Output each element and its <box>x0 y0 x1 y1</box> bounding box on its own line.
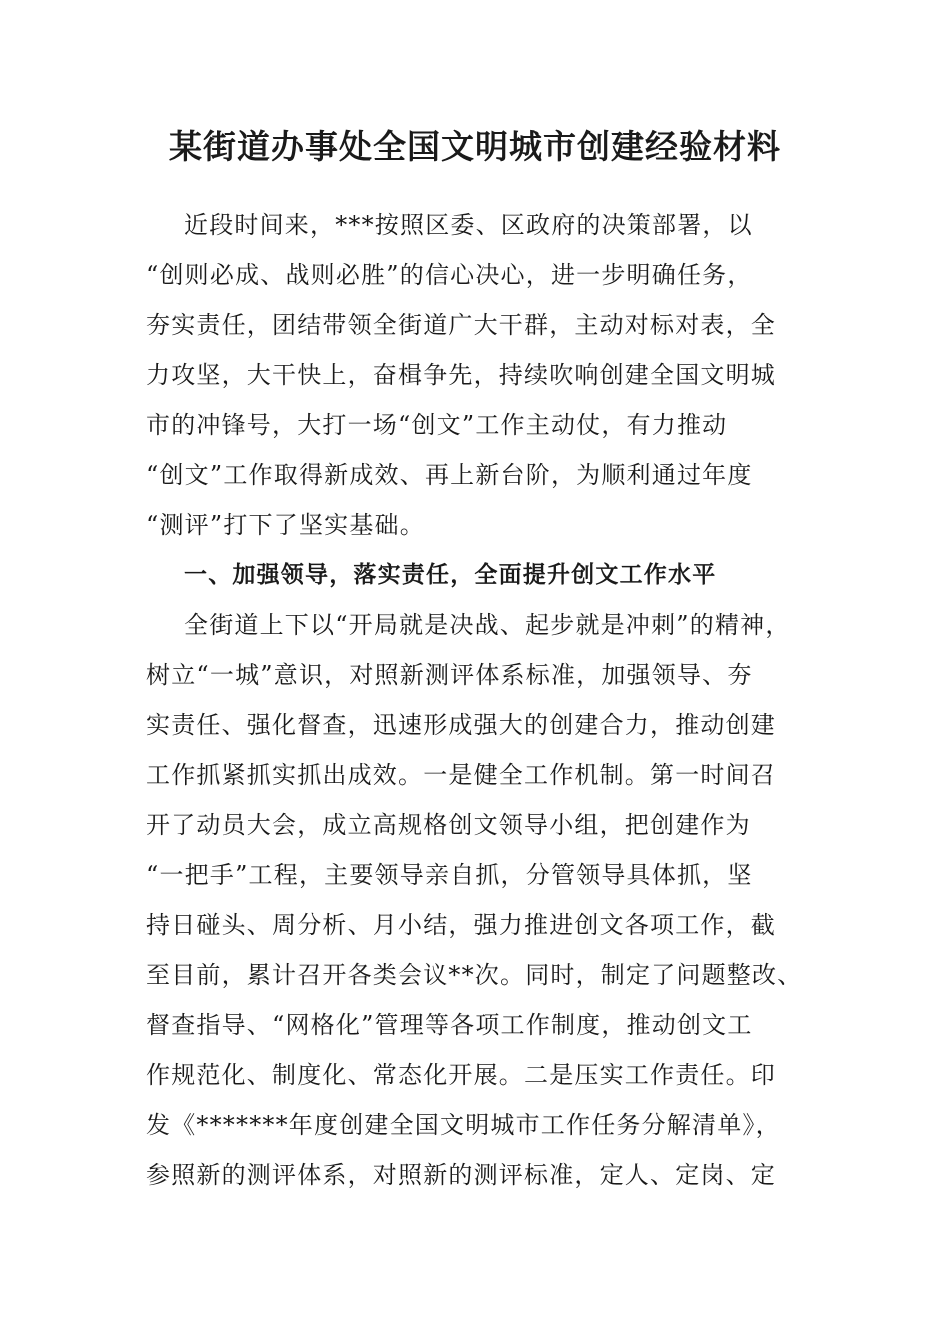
paragraph-line: “创则必成、战则必胜”的信心决心，进一步明确任务， <box>146 261 753 289</box>
paragraph-line: 开了动员大会，成立高规格创文领导小组，把创建作为 <box>146 811 751 839</box>
paragraph-line: 持日碰头、周分析、月小结，强力推进创文各项工作，截 <box>146 911 776 939</box>
paragraph-line: 实责任、强化督查，迅速形成强大的创建合力，推动创建 <box>146 711 776 739</box>
paragraph-line: 发《*******年度创建全国文明城市工作任务分解清单》， <box>146 1111 781 1139</box>
paragraph-line: “测评”打下了坚实基础。 <box>146 511 425 539</box>
paragraph-line: 夯实责任，团结带领全街道广大干群，主动对标对表，全 <box>146 311 776 339</box>
paragraph-line: 作规范化、制度化、常态化开展。二是压实工作责任。印 <box>146 1061 776 1089</box>
paragraph-line: 至目前，累计召开各类会议**次。同时，制定了问题整改、 <box>146 961 803 989</box>
paragraph-line: 全街道上下以“开局就是决战、起步就是冲刺”的精神， <box>184 611 791 639</box>
paragraph-line: 参照新的测评体系，对照新的测评标准，定人、定岗、定 <box>146 1161 776 1189</box>
paragraph-line: “一把手”工程，主要领导亲自抓，分管领导具体抓，坚 <box>146 861 753 889</box>
document-title: 某街道办事处全国文明城市创建经验材料 <box>169 127 781 166</box>
paragraph-line: 督查指导、“网格化”管理等各项工作制度，推动创文工 <box>146 1011 753 1039</box>
paragraph-line: 力攻坚，大干快上，奋楫争先，持续吹响创建全国文明城 <box>146 361 776 389</box>
section-heading: 一、加强领导，落实责任，全面提升创文工作水平 <box>184 562 717 588</box>
paragraph-line: 树立“一城”意识，对照新测评体系标准，加强领导、夯 <box>146 661 753 689</box>
paragraph-line: 工作抓紧抓实抓出成效。一是健全工作机制。第一时间召 <box>146 761 776 789</box>
paragraph-line: 近段时间来，***按照区委、区政府的决策部署，以 <box>184 211 753 239</box>
paragraph-line: 市的冲锋号，大打一场“创文”工作主动仗，有力推动 <box>146 411 728 439</box>
document-body <box>146 200 826 1200</box>
paragraph-line: “创文”工作取得新成效、再上新台阶，为顺利通过年度 <box>146 461 753 489</box>
